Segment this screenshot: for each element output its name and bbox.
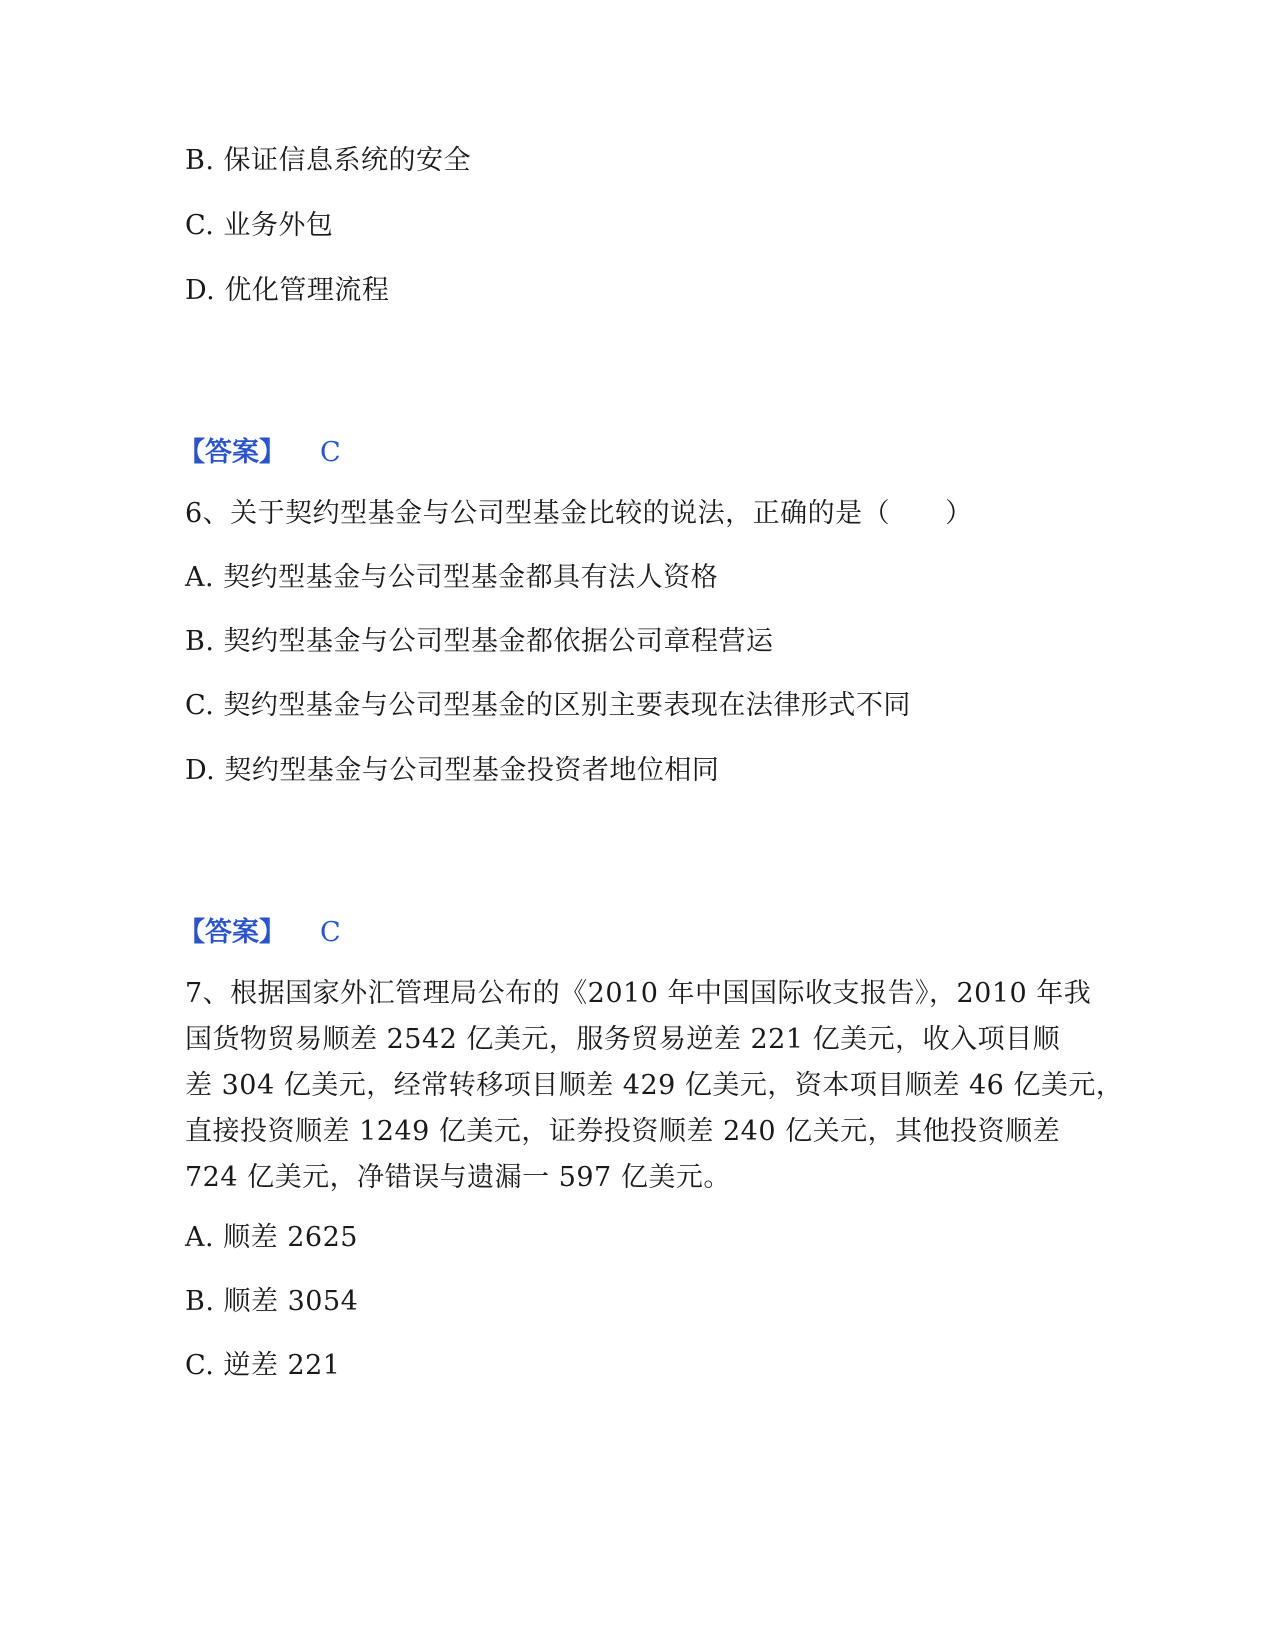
q5-option-b: B. 保证信息系统的安全 xyxy=(185,145,472,176)
q5-option-c: C. 业务外包 xyxy=(185,210,334,241)
q7-stem-line: 直接投资顺差 1249 亿美元，证券投资顺差 240 亿关元，其他投资顺差 xyxy=(185,1116,1061,1147)
q7-stem xyxy=(185,971,1124,1201)
answer-value: C xyxy=(320,437,341,468)
q7-stem-line: 差 304 亿美元，经常转移项目顺差 429 亿美元，资本项目顺差 46 亿美元， xyxy=(185,1070,1124,1101)
q7-stem-line: 7、根据国家外汇管理局公布的《2010 年中国国际收支报告》，2010 年我 xyxy=(185,978,1092,1009)
q7-option-a: A. 顺差 2625 xyxy=(185,1222,358,1253)
answer-5 xyxy=(178,437,341,469)
q5-option-d: D. 优化管理流程 xyxy=(185,275,390,306)
q7-option-b: B. 顺差 3054 xyxy=(185,1286,359,1317)
q6-option-b: B. 契约型基金与公司型基金都依据公司章程营运 xyxy=(185,626,774,657)
q7-stem-line: 724 亿美元，净错误与遗漏一 597 亿美元。 xyxy=(185,1162,731,1193)
answer-tag: 【答案】 xyxy=(178,917,286,948)
q6-option-c: C. 契约型基金与公司型基金的区别主要表现在法律形式不同 xyxy=(185,690,911,721)
answer-value: C xyxy=(320,917,341,948)
q6-stem: 6、关于契约型基金与公司型基金比较的说法，正确的是（ ） xyxy=(185,498,973,529)
q6-option-d: D. 契约型基金与公司型基金投资者地位相同 xyxy=(185,755,720,786)
q6-option-a: A. 契约型基金与公司型基金都具有法人资格 xyxy=(185,562,719,593)
q7-stem-line: 国货物贸易顺差 2542 亿美元，服务贸易逆差 221 亿美元，收入项目顺 xyxy=(185,1024,1061,1055)
answer-6 xyxy=(178,917,341,949)
q7-option-c: C. 逆差 221 xyxy=(185,1350,341,1381)
answer-tag: 【答案】 xyxy=(178,437,286,468)
